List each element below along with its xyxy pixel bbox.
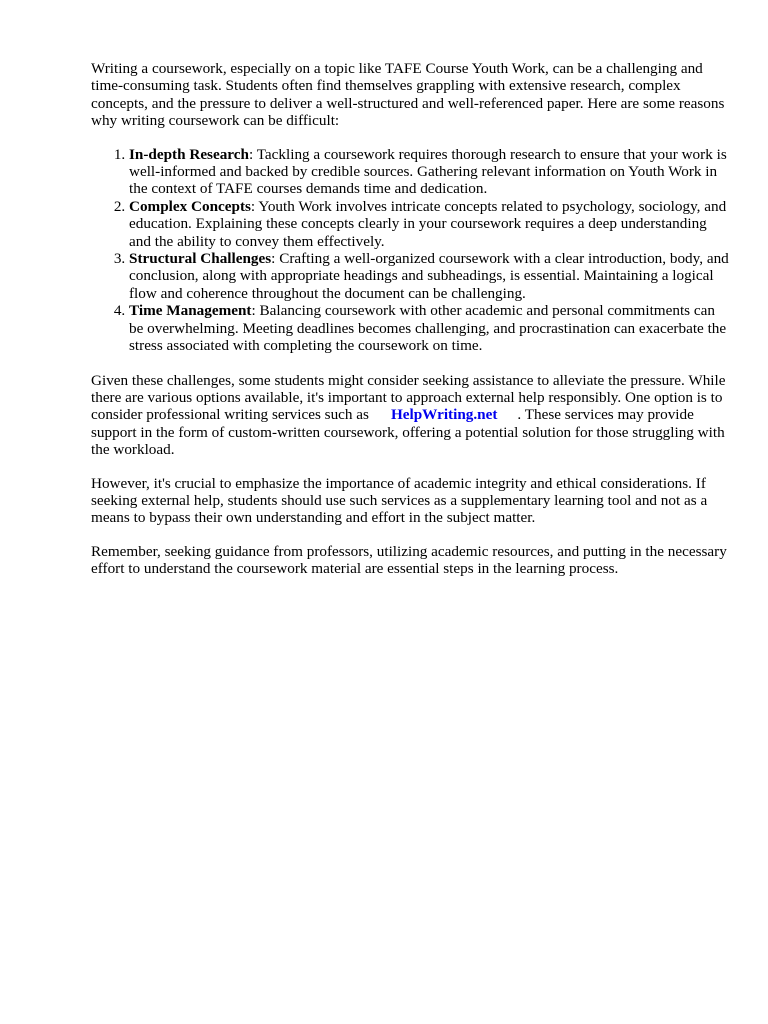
helpwriting-link[interactable]: HelpWriting.net bbox=[390, 406, 498, 424]
assistance-text-after: . These services may provide support in the form of custom-written coursework, offering a potential solution for those struggling with the workload. bbox=[91, 406, 725, 459]
list-item bbox=[129, 198, 731, 250]
closing-paragraph: Remember, seeking guidance from professors, utilizing academic resources, and putting in the necessary effort to understand the coursework material are essential steps in the learning process. bbox=[91, 542, 727, 578]
assistance-paragraph bbox=[91, 372, 731, 459]
reason-term: Time Management bbox=[129, 302, 252, 320]
document-page bbox=[91, 60, 731, 594]
reason-text: : Crafting a well-organized coursework with a clear introduction, body, and conclusion, along with appropriate headings and subheadings, is essential. Maintaining a logical flow and coherence throughout the document can be challenging. bbox=[129, 250, 729, 302]
reason-text: : Youth Work involves intricate concepts related to psychology, sociology, and education. Explaining these concepts clearly in your coursework requires a deep understanding and the ability to convey them effectively. bbox=[129, 197, 727, 250]
list-item bbox=[129, 146, 731, 198]
reasons-list bbox=[91, 146, 731, 355]
reason-text: : Balancing coursework with other academic and personal commitments can be overwhelming. Meeting deadlines becomes challenging, and procrastination can exacerbate the stress associated with completing the coursework on time. bbox=[129, 302, 727, 355]
integrity-paragraph: However, it's crucial to emphasize the importance of academic integrity and ethical considerations. If seeking external help, students should use such services as a supplementary learning tool and not as a means to bypass their own understanding and effort in the subject matter. bbox=[91, 474, 708, 527]
list-item bbox=[129, 250, 731, 302]
reason-term: In-depth Research bbox=[129, 145, 249, 163]
list-item bbox=[129, 302, 731, 354]
reason-term: Complex Concepts bbox=[129, 197, 251, 215]
reason-text: : Tackling a coursework requires thorough research to ensure that your work is well-informed and backed by credible sources. Gathering relevant information on Youth Work in the context of TAFE courses demands time and dedication. bbox=[129, 145, 727, 198]
assistance-text-before: Given these challenges, some students might consider seeking assistance to alleviate the pressure. While there are various options available, it's important to approach external help responsibly. One option is to consider professional writing services such as bbox=[91, 371, 726, 424]
reason-term: Structural Challenges bbox=[129, 250, 272, 268]
intro-paragraph: Writing a coursework, especially on a topic like TAFE Course Youth Work, can be a challenging and time-consuming task. Students often find themselves grappling with extensive research, complex concepts, and the pressure to deliver a well-structured and well-referenced paper. Here are some reasons why writing coursework can be difficult: bbox=[91, 60, 725, 130]
